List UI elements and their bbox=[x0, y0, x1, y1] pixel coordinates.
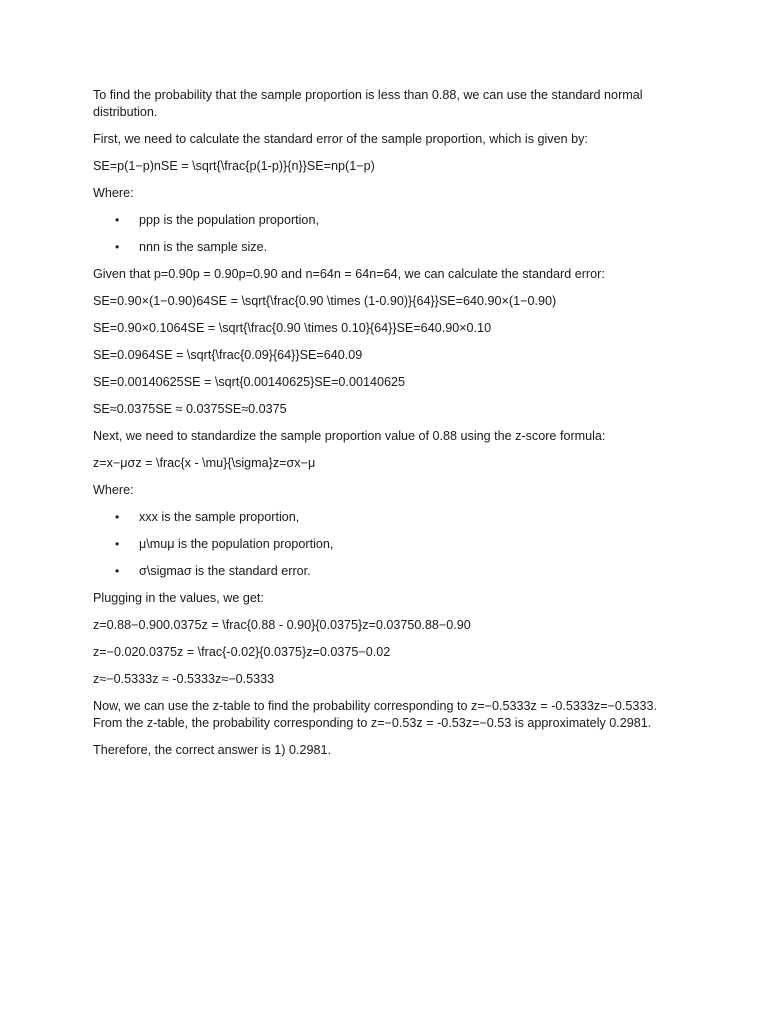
list-item-text: ppp is the population proportion, bbox=[139, 213, 319, 227]
list-item-text: σ\sigmaσ is the standard error. bbox=[139, 564, 311, 578]
z-step-2: z=−0.020.0375z = \frac{-0.02}{0.0375}z=0.0375−0.02 bbox=[93, 645, 391, 659]
bullet-icon: • bbox=[115, 510, 120, 524]
z-table-paragraph: Now, we can use the z-table to find the probability corresponding to z=−0.5333z = -0.5333z=−0.5333. From the z-table, the probability corresponding to z=−0.53z = -0.53z=−0.53 is approximately 0.2981. bbox=[93, 699, 657, 730]
se-step-4: SE=0.00140625SE = \sqrt{0.00140625}SE=0.00140625 bbox=[93, 375, 405, 389]
bullet-icon: • bbox=[115, 564, 120, 578]
se-step-2: SE=0.90×0.1064SE = \sqrt{\frac{0.90 \times 0.10}{64}}SE=640.90×0.10 bbox=[93, 321, 492, 335]
z-step-1: z=0.88−0.900.0375z = \frac{0.88 - 0.90}{0.0375}z=0.03750.88−0.90 bbox=[93, 618, 471, 632]
se-variable-list bbox=[93, 212, 683, 256]
list-item bbox=[93, 212, 683, 229]
where-label: Where: bbox=[93, 483, 134, 497]
bullet-icon: • bbox=[115, 537, 120, 551]
intro-paragraph: To find the probability that the sample proportion is less than 0.88, we can use the standard normal distribution. bbox=[93, 88, 643, 119]
conclusion-paragraph: Therefore, the correct answer is 1) 0.2981. bbox=[93, 743, 331, 757]
standard-error-intro: First, we need to calculate the standard error of the sample proportion, which is given by: bbox=[93, 132, 588, 146]
z-score-intro: Next, we need to standardize the sample proportion value of 0.88 using the z-score formula: bbox=[93, 429, 606, 443]
list-item-text: nnn is the sample size. bbox=[139, 240, 268, 254]
se-result: SE≈0.0375SE ≈ 0.0375SE≈0.0375 bbox=[93, 402, 287, 416]
plugging-values-paragraph: Plugging in the values, we get: bbox=[93, 591, 264, 605]
document-body bbox=[93, 87, 683, 769]
bullet-icon: • bbox=[115, 213, 120, 227]
z-result: z≈−0.5333z ≈ -0.5333z≈−0.5333 bbox=[93, 672, 275, 686]
list-item bbox=[93, 509, 683, 526]
list-item-text: μ\muμ is the population proportion, bbox=[139, 537, 334, 551]
given-values-paragraph: Given that p=0.90p = 0.90p=0.90 and n=64n = 64n=64, we can calculate the standard error: bbox=[93, 267, 605, 281]
list-item bbox=[93, 563, 683, 580]
list-item bbox=[93, 239, 683, 256]
where-label: Where: bbox=[93, 186, 134, 200]
z-formula: z=x−μσz = \frac{x - \mu}{\sigma}z=σx−μ bbox=[93, 456, 316, 470]
se-step-3: SE=0.0964SE = \sqrt{\frac{0.09}{64}}SE=640.09 bbox=[93, 348, 363, 362]
z-variable-list bbox=[93, 509, 683, 580]
bullet-icon: • bbox=[115, 240, 120, 254]
list-item bbox=[93, 536, 683, 553]
list-item-text: xxx is the sample proportion, bbox=[139, 510, 300, 524]
se-formula: SE=p(1−p)nSE = \sqrt{\frac{p(1-p)}{n}}SE=np(1−p) bbox=[93, 159, 375, 173]
se-step-1: SE=0.90×(1−0.90)64SE = \sqrt{\frac{0.90 \times (1-0.90)}{64}}SE=640.90×(1−0.90) bbox=[93, 294, 557, 308]
